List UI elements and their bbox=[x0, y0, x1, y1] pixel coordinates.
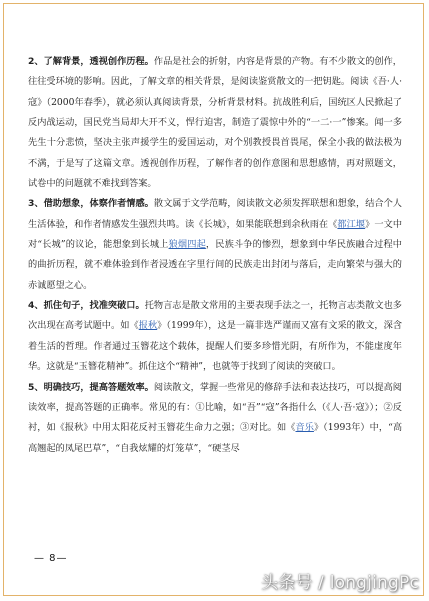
paragraph-background bbox=[28, 52, 402, 194]
inline-link[interactable]: 狼烟四起 bbox=[168, 239, 206, 251]
paragraph-text: 散文属于文学范畴，阅读散文必须发挥联想和想象，结合个人生活体验，和作者情感发生强烈共鸣。读《长城》，如果能联想到余秋雨在《 bbox=[28, 198, 402, 230]
paragraph-sentences bbox=[28, 296, 402, 377]
paragraph-text: 作品是社会的折射，内容是背景的产物。有不少散文的创作，往往受环境的影响。因此，了解文章的相关背景，是阅读鉴赏散文的一把钥匙。阅读《吾·人·寇》（2000年春季），就必须认真阅读背景，分析背景材料。抗战胜利后，国统区人民掀起了反内战运动，国民党当局却大开不义，悍行迫害，制造了震惊中外的“一二·一”惨案。闻一多先生十分悲愤，坚决主张声援学生的爱国运动，对个别教授畏首畏尾，保全小我的做法极为不满，于是写了这篇文章。透视创作历程，了解作者的创作意图和思想感情，再对照题文，试卷中的问题就不难找到答案。 bbox=[28, 56, 402, 190]
inline-link[interactable]: 报秋 bbox=[138, 320, 158, 332]
inline-link[interactable]: 音乐 bbox=[295, 422, 314, 434]
paragraph-text: 》（1999年），这是一篇非选严谨而又富有文采的散文，深含着生活的哲理。作者通过玉簪花这个载体，提醒人们要多珍惜光阴，有所作为，不能虚度年华。这就是“玉簪花精神”。抓住这个“精神”，也就等于找到了阅读的突破口。 bbox=[28, 320, 402, 373]
paragraph-imagination bbox=[28, 194, 402, 296]
paragraph-techniques bbox=[28, 378, 402, 459]
document-body bbox=[28, 52, 402, 572]
page-number: — 8— bbox=[34, 553, 68, 564]
paragraph-text: 》一文中对“长城”的议论，能想象到长城上 bbox=[28, 218, 402, 251]
paragraph-text: ，民族斗争的惨烈，想象到中华民族融合过程中的曲折历程，就不难体验到作者浸透在字里行间的民族走出封闭与落后，走向繁荣与强大的赤诚愿望之心。 bbox=[28, 239, 402, 291]
watermark-text: 头条号 / longjingPc bbox=[260, 573, 419, 593]
section-heading: 5、明确技巧，提高答题效率。 bbox=[28, 381, 154, 393]
paragraph-text: 阅读散文，掌握一些常见的修辞手法和表达技巧，可以提高阅读效率，提高答题的正确率。常见的有：①比喻，如“吾”“寇”各指什么（《人·吾·寇》）；②反衬，如《报秋》中用太阳花反衬玉簪花生命力之强；③对比。如《 bbox=[28, 381, 402, 434]
inline-link[interactable]: 都江堰 bbox=[337, 218, 366, 230]
paragraph-text: 》（1993年）中，“高高翘起的凤尾巴草”，“自我炫耀的灯笼草”，“硬茎尽 bbox=[28, 422, 402, 454]
paragraph-text: 托物言志是散文常用的主要表现手法之一，托物言志类散文也多次出现在高考试题中。如《 bbox=[28, 300, 402, 332]
section-heading: 3、借助想象，体察作者情感。 bbox=[28, 198, 154, 210]
section-heading: 2、了解背景，透视创作历程。 bbox=[28, 56, 154, 67]
section-heading: 4、抓住句子，找准突破口。 bbox=[28, 300, 145, 312]
